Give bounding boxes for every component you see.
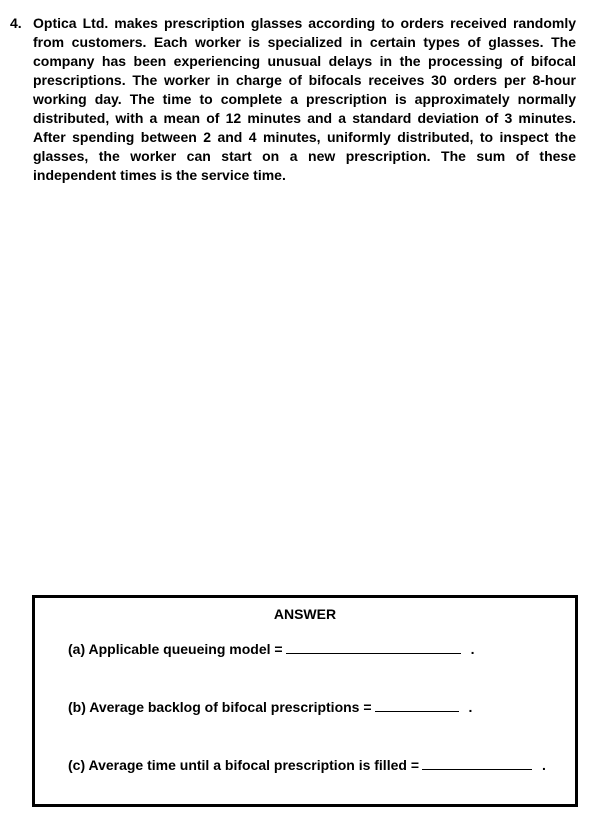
problem-text: Optica Ltd. makes prescription glasses according to orders received randomly from customers. Each worker is specialized in certain types of glasses. The company has been experiencing unusual delays in the processing of bifocal prescriptions. The worker in charge of bifocals receives 30 orders per 8-hour working day. The time to complete a prescription is approximately normally distributed, with a mean of 12 minutes and a standard deviation of 3 minutes. After spending between 2 and 4 minutes, uniformly distributed, to inspect the glasses, the worker can start on a new prescription. The sum of these independent times is the service time. — [33, 15, 576, 183]
answer-item-b — [68, 699, 472, 715]
answer-title: ANSWER — [273, 606, 337, 622]
answer-item-a — [68, 641, 474, 657]
answer-item-b-label: (b) Average backlog of bifocal prescriptions = — [68, 699, 372, 715]
answer-item-a-label: (a) Applicable queueing model = — [68, 641, 283, 657]
answer-item-c-label: (c) Average time until a bifocal prescription is filled = — [68, 757, 419, 773]
answer-blank-c[interactable] — [422, 757, 532, 770]
problem-number: 4. — [10, 15, 22, 31]
answer-item-c — [68, 757, 546, 773]
answer-box — [32, 595, 578, 807]
problem-statement — [10, 14, 576, 185]
answer-item-c-end: . — [542, 757, 546, 773]
answer-blank-a[interactable] — [286, 641, 461, 654]
answer-item-b-end: . — [468, 699, 473, 715]
answer-item-a-end: . — [470, 641, 475, 657]
answer-blank-b[interactable] — [375, 699, 459, 712]
